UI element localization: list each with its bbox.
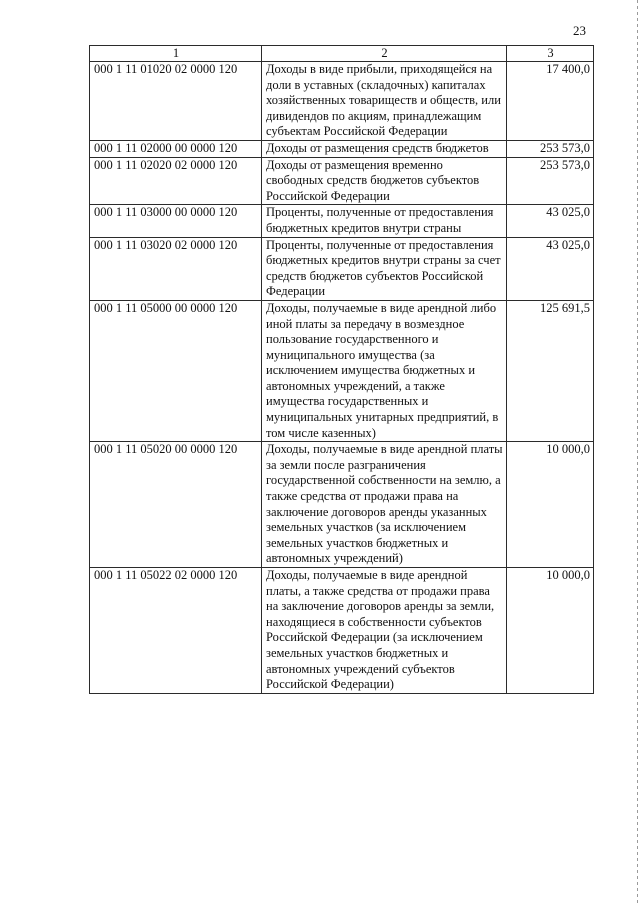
amount: 43 025,0	[507, 205, 594, 237]
header-row	[90, 46, 594, 62]
revenue-name: Доходы, получаемые в виде арендной платы, а также средства от продажи права на заключение договоров аренды за земли, находящиеся в собственности субъектов Российской Федерации (за исключением земельных участков бюджетных и автономных учреждений субъектов Российской Федерации)	[262, 568, 507, 694]
scan-edge	[637, 0, 638, 905]
budget-code: 000 1 11 03000 00 0000 120	[90, 205, 262, 237]
revenue-name: Доходы от размещения временно свободных средств бюджетов субъектов Российской Федерации	[262, 157, 507, 205]
table-row	[90, 140, 594, 157]
revenue-name: Доходы от размещения средств бюджетов	[262, 140, 507, 157]
revenue-name: Доходы, получаемые в виде арендной либо иной платы за передачу в возмездное пользование государственного и муниципального имущества (за исключением имущества бюджетных и автономных учреждений, а также имущества государственных и муниципальных унитарных предприятий, в том числе казенных)	[262, 300, 507, 441]
budget-code: 000 1 11 02020 02 0000 120	[90, 157, 262, 205]
table-row	[90, 62, 594, 141]
revenue-name: Проценты, полученные от предоставления бюджетных кредитов внутри страны за счет средств бюджетов субъектов Российской Федерации	[262, 237, 507, 300]
budget-code: 000 1 11 02000 00 0000 120	[90, 140, 262, 157]
amount: 253 573,0	[507, 140, 594, 157]
revenue-name: Доходы в виде прибыли, приходящейся на доли в уставных (складочных) капиталах хозяйственных товариществ и обществ, или дивидендов по акциям, принадлежащим субъектам Российской Федерации	[262, 62, 507, 141]
revenue-name: Проценты, полученные от предоставления бюджетных кредитов внутри страны	[262, 205, 507, 237]
revenue-name: Доходы, получаемые в виде арендной платы за земли после разграничения государственной собственности на землю, а также средства от продажи права на заключение договоров аренды указанных земельных участков (за исключением земельных участков бюджетных и автономных учреждений)	[262, 442, 507, 568]
header-col-2: 2	[262, 46, 507, 62]
budget-code: 000 1 11 05000 00 0000 120	[90, 300, 262, 441]
budget-code: 000 1 11 05022 02 0000 120	[90, 568, 262, 694]
amount: 10 000,0	[507, 442, 594, 568]
header-col-1: 1	[90, 46, 262, 62]
amount: 17 400,0	[507, 62, 594, 141]
budget-code: 000 1 11 01020 02 0000 120	[90, 62, 262, 141]
budget-code: 000 1 11 05020 00 0000 120	[90, 442, 262, 568]
table-row	[90, 237, 594, 300]
amount: 43 025,0	[507, 237, 594, 300]
budget-code: 000 1 11 03020 02 0000 120	[90, 237, 262, 300]
table-row	[90, 300, 594, 441]
table-row	[90, 157, 594, 205]
header-col-3: 3	[507, 46, 594, 62]
revenue-table	[89, 45, 594, 694]
amount: 10 000,0	[507, 568, 594, 694]
table-row	[90, 205, 594, 237]
table-row	[90, 568, 594, 694]
table-row	[90, 442, 594, 568]
page-number: 23	[573, 23, 586, 38]
amount: 125 691,5	[507, 300, 594, 441]
amount: 253 573,0	[507, 157, 594, 205]
